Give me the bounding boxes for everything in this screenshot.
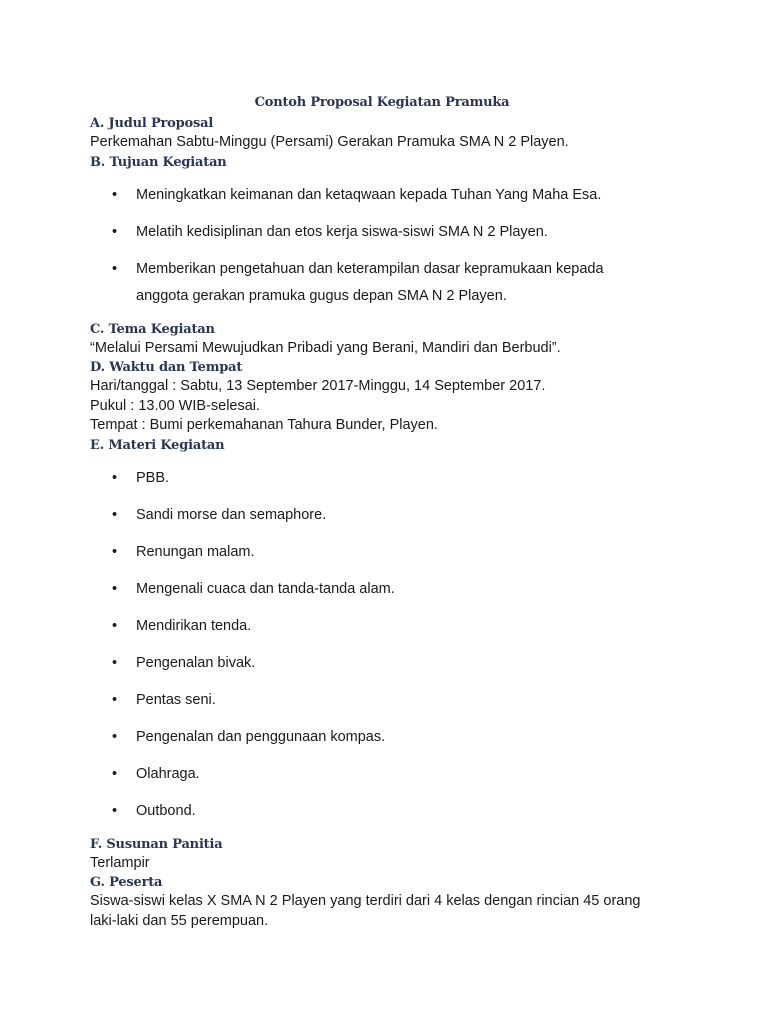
list-item <box>90 576 690 603</box>
bullet-icon: • <box>112 260 118 277</box>
bullet-icon: • <box>112 691 118 708</box>
section-d-date: Hari/tanggal : Sabtu, 13 September 2017-Minggu, 14 September 2017. <box>90 378 546 394</box>
tujuan-list <box>90 182 690 310</box>
section-a-text: Perkemahan Sabtu-Minggu (Persami) Gerakan Pramuka SMA N 2 Playen. <box>90 134 569 150</box>
list-item-text: PBB. <box>136 469 170 486</box>
list-item-text: Outbond. <box>136 802 196 819</box>
bullet-icon: • <box>112 506 118 523</box>
list-item-text: Meningkatkan keimanan dan ketaqwaan kepada Tuhan Yang Maha Esa. <box>136 186 602 203</box>
section-d-heading: D. Waktu dan Tempat <box>90 360 243 375</box>
list-item <box>90 256 690 310</box>
section-b-heading: B. Tujuan Kegiatan <box>90 154 227 170</box>
list-item <box>90 650 690 677</box>
section-d-place: Tempat : Bumi perkemahanan Tahura Bunder, Playen. <box>90 417 438 433</box>
list-item <box>90 687 690 714</box>
list-item <box>90 613 690 640</box>
section-f-heading: F. Susunan Panitia <box>90 836 223 852</box>
list-item-text: Mendirikan tenda. <box>136 617 252 634</box>
materi-list <box>90 465 690 825</box>
list-item <box>90 761 690 788</box>
section-c-heading: C. Tema Kegiatan <box>90 321 215 337</box>
section-a-heading: A. Judul Proposal <box>90 116 214 131</box>
list-item <box>90 539 690 566</box>
document-title: Contoh Proposal Kegiatan Pramuka <box>254 95 510 110</box>
section-c-text: “Melalui Persami Mewujudkan Pribadi yang Berani, Mandiri dan Berbudi”. <box>90 339 561 356</box>
list-item-text: Olahraga. <box>136 765 200 782</box>
list-item <box>90 182 690 209</box>
bullet-icon: • <box>112 223 118 240</box>
list-item-text: Mengenali cuaca dan tanda-tanda alam. <box>136 580 395 597</box>
list-item-text: Pengenalan bivak. <box>136 654 256 671</box>
bullet-icon: • <box>112 186 118 203</box>
list-item-text: Memberikan pengetahuan dan keterampilan dasar kepramukaan kepada <box>136 260 604 277</box>
list-item <box>90 219 690 246</box>
list-item-text: Pengenalan dan penggunaan kompas. <box>136 728 386 745</box>
bullet-icon: • <box>112 728 118 745</box>
bullet-icon: • <box>112 543 118 560</box>
list-item <box>90 798 690 825</box>
list-item <box>90 502 690 529</box>
section-g-heading: G. Peserta <box>90 875 163 890</box>
list-item-text: Melatih kedisiplinan dan etos kerja siswa-siswi SMA N 2 Playen. <box>136 223 548 240</box>
list-item <box>90 724 690 751</box>
bullet-icon: • <box>112 765 118 782</box>
section-d-time: Pukul : 13.00 WIB-selesai. <box>90 397 261 414</box>
list-item-text: Renungan malam. <box>136 543 255 560</box>
section-e-heading: E. Materi Kegiatan <box>90 437 225 453</box>
list-item-text: Pentas seni. <box>136 691 216 708</box>
bullet-icon: • <box>112 802 118 819</box>
bullet-icon: • <box>112 654 118 671</box>
section-g-text: Siswa-siswi kelas X SMA N 2 Playen yang terdiri dari 4 kelas dengan rincian 45 orang laki-laki dan 55 perempuan. <box>90 893 641 929</box>
section-f-text: Terlampir <box>90 854 150 871</box>
list-item <box>90 465 690 492</box>
document-body <box>90 114 690 931</box>
list-item-text-continued: anggota gerakan pramuka gugus depan SMA N 2 Playen. <box>136 287 507 304</box>
bullet-icon: • <box>112 469 118 486</box>
bullet-icon: • <box>112 580 118 597</box>
list-item-text: Sandi morse dan semaphore. <box>136 506 327 523</box>
bullet-icon: • <box>112 617 118 634</box>
